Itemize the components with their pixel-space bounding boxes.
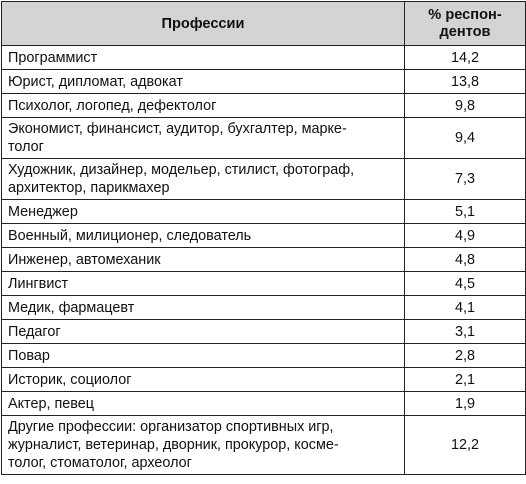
profession-cell	[2, 416, 405, 475]
percent-cell: 9,4	[405, 118, 526, 159]
header-percent-line1: % респон-	[428, 6, 502, 23]
table-row	[2, 344, 526, 368]
table-row	[2, 248, 526, 272]
percent-cell: 13,8	[405, 70, 526, 94]
header-percent	[405, 2, 526, 46]
profession-cell	[2, 94, 405, 118]
profession-cell	[2, 248, 405, 272]
table-row	[2, 94, 526, 118]
percent-cell: 4,9	[405, 224, 526, 248]
percent-cell: 5,1	[405, 200, 526, 224]
professions-table	[1, 1, 526, 475]
profession-line: Медик, фармацевт	[8, 299, 135, 316]
profession-cell	[2, 392, 405, 416]
profession-line: Лингвист	[8, 275, 69, 292]
percent-cell: 14,2	[405, 46, 526, 70]
percent-cell: 2,1	[405, 368, 526, 392]
table-row	[2, 224, 526, 248]
profession-line: толог, стоматолог, археолог	[8, 455, 192, 471]
profession-cell	[2, 320, 405, 344]
table-row	[2, 70, 526, 94]
percent-cell: 4,5	[405, 272, 526, 296]
profession-cell	[2, 46, 405, 70]
profession-line: Художник, дизайнер, модельер, стилист, фотограф,	[8, 162, 355, 178]
table-row	[2, 416, 526, 475]
profession-cell	[2, 368, 405, 392]
profession-line: журналист, ветеринар, дворник, прокурор, косме-	[8, 437, 339, 453]
profession-line: Историк, социолог	[8, 371, 132, 388]
profession-cell	[2, 272, 405, 296]
percent-cell: 7,3	[405, 159, 526, 200]
profession-cell	[2, 200, 405, 224]
percent-cell: 3,1	[405, 320, 526, 344]
header-percent-line2: дентов	[439, 23, 491, 40]
profession-line: Экономист, финансист, аудитор, бухгалтер, марке-	[8, 121, 347, 137]
table-row	[2, 296, 526, 320]
profession-line: Юрист, дипломат, адвокат	[8, 73, 183, 90]
table-row	[2, 118, 526, 159]
table-row	[2, 159, 526, 200]
percent-cell: 9,8	[405, 94, 526, 118]
profession-cell	[2, 159, 405, 200]
profession-line: Актер, певец	[8, 395, 95, 412]
profession-cell	[2, 224, 405, 248]
profession-line: Инженер, автомеханик	[8, 251, 161, 268]
profession-cell	[2, 296, 405, 320]
table-header-row	[2, 2, 526, 46]
profession-line: Психолог, логопед, дефектолог	[8, 97, 217, 114]
profession-line: Педагог	[8, 323, 61, 340]
percent-cell: 2,8	[405, 344, 526, 368]
percent-cell: 4,1	[405, 296, 526, 320]
percent-cell: 4,8	[405, 248, 526, 272]
table-row	[2, 320, 526, 344]
table-row	[2, 272, 526, 296]
table-row	[2, 392, 526, 416]
profession-line: Другие профессии: организатор спортивных игр,	[8, 419, 334, 435]
profession-line: Повар	[8, 347, 50, 364]
percent-cell: 1,9	[405, 392, 526, 416]
profession-line: толог	[8, 139, 44, 155]
profession-line: Военный, милиционер, следователь	[8, 227, 252, 244]
profession-line: архитектор, парикмахер	[8, 180, 170, 196]
table-row	[2, 368, 526, 392]
profession-line: Программист	[8, 49, 98, 66]
profession-line: Менеджер	[8, 203, 78, 220]
header-profession: Профессии	[2, 2, 405, 46]
profession-cell	[2, 118, 405, 159]
profession-cell	[2, 344, 405, 368]
percent-cell: 12,2	[405, 416, 526, 475]
table-row	[2, 46, 526, 70]
profession-cell	[2, 70, 405, 94]
table-row	[2, 200, 526, 224]
